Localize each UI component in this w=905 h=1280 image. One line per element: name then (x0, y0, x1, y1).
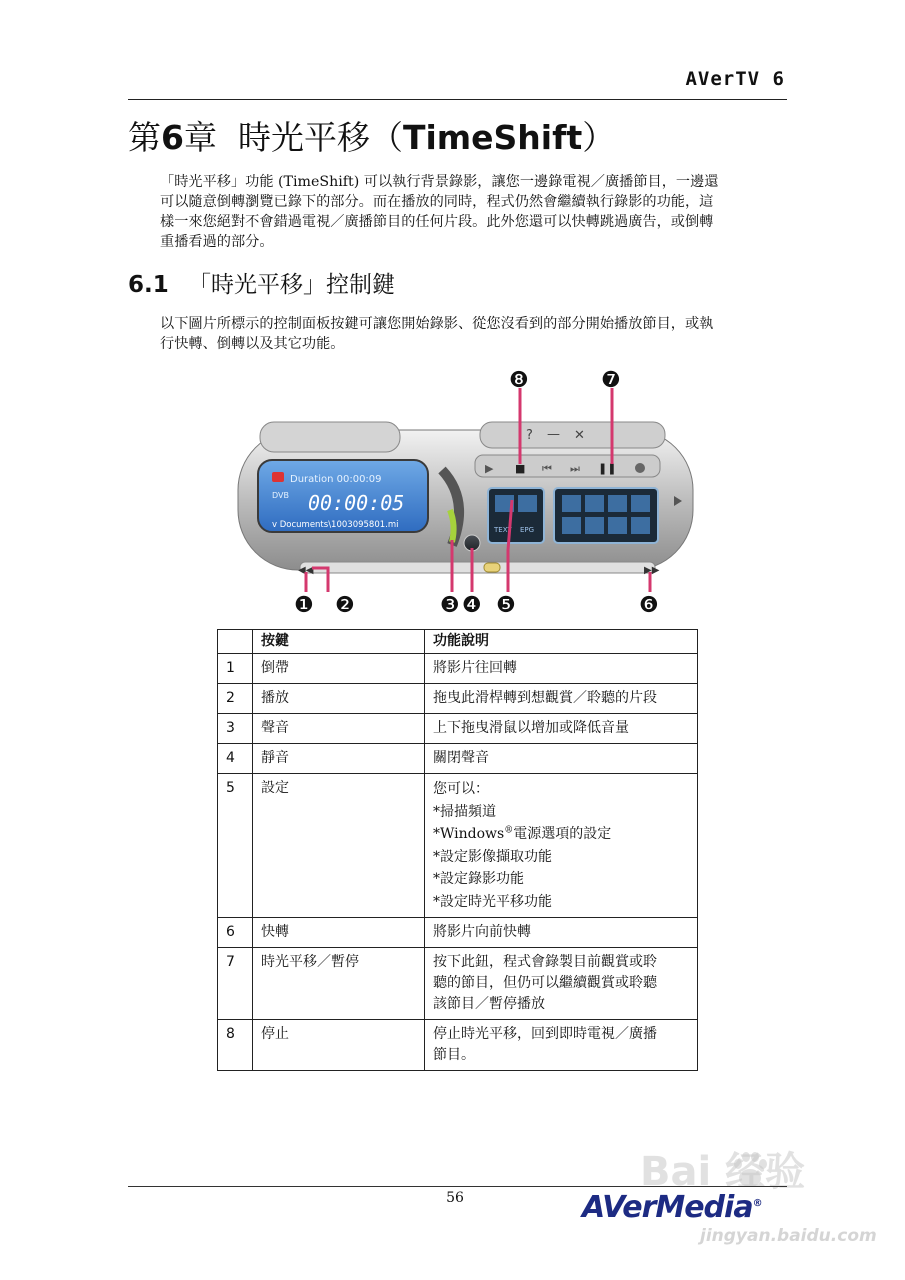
record-icon (272, 472, 284, 482)
function-button[interactable] (562, 495, 581, 512)
running-header: AVerTV 6 (685, 68, 785, 90)
section-line: 行快轉、倒轉以及其它功能。 (160, 336, 345, 352)
row-desc: 將影片往回轉 (425, 654, 698, 684)
callout-3: ❸ (440, 593, 460, 618)
desc-line: *設定時光平移功能 (433, 893, 552, 910)
intro-line: 「時光平移」功能 (TimeShift) 可以執行背景錄影，讓您一邊錄電視／廣播節目，一邊還 (160, 174, 719, 190)
table-header-row (218, 630, 698, 654)
timeline-thumb[interactable] (484, 563, 500, 572)
section-title (128, 266, 395, 299)
record-button[interactable] (635, 463, 645, 473)
row-desc: 將影片向前快轉 (425, 918, 698, 948)
snapshot-button[interactable] (518, 495, 537, 512)
row-key: 倒帶 (253, 654, 425, 684)
callout-6: ❻ (639, 593, 659, 618)
dvb-label: DVB (272, 491, 289, 500)
row-number: 1 (218, 654, 253, 684)
callout-2: ❷ (335, 593, 355, 618)
time-display: 00:00:05 (308, 491, 405, 515)
settings-panel (488, 488, 544, 543)
section-number: 6.1 (128, 272, 169, 298)
callout-7: ❼ (601, 368, 621, 393)
lcd-display (258, 460, 428, 532)
table-row (218, 654, 698, 684)
desc-line: 按下此鈕，程式會錄製目前觀賞或聆 (433, 954, 657, 970)
desc-line: 節目。 (433, 1047, 475, 1063)
intro-line: 樣一來您絕對不會錯過電視／廣播節目的任何片段。此外您還可以快轉跳過廣告，或倒轉 (160, 214, 714, 230)
intro-line: 可以隨意倒轉瀏覽已錄下的部分。而在播放的同時，程式仍然會繼續執行錄影的功能，這 (160, 194, 714, 210)
row-key: 時光平移／暫停 (253, 948, 425, 1020)
table-header-cell: 功能說明 (425, 630, 698, 654)
desc-line: 該節目／暫停播放 (433, 996, 545, 1012)
table-row (218, 774, 698, 918)
row-desc (425, 774, 698, 918)
epg-label: EPG (520, 526, 535, 534)
close-icon[interactable]: ✕ (574, 428, 585, 443)
header-rule (128, 99, 787, 100)
chapter-title (128, 112, 615, 159)
table-row (218, 684, 698, 714)
row-key: 快轉 (253, 918, 425, 948)
table-row (218, 1020, 698, 1071)
table-header-cell (218, 630, 253, 654)
pause-button[interactable]: ❚❚ (598, 462, 617, 475)
function-button[interactable] (562, 517, 581, 534)
duration-label: Duration 00:00:09 (290, 474, 382, 485)
desc-line: *掃描頻道 (433, 803, 496, 820)
chapter-suffix: 章 (183, 118, 217, 157)
chapter-name-en: TimeShift (402, 118, 583, 157)
section-line: 以下圖片所標示的控制面板按鍵可讓您開始錄影、從您沒看到的部分開始播放節目，或執 (160, 316, 714, 332)
power-options-text: 電源選項的設定 (513, 826, 612, 842)
row-number: 6 (218, 918, 253, 948)
desc-line: 聽的節目，但仍可以繼續觀賞或聆聽 (433, 975, 657, 991)
table-row (218, 714, 698, 744)
music-button[interactable] (608, 495, 627, 512)
row-number: 3 (218, 714, 253, 744)
button-function-table (217, 629, 698, 1071)
chapter-name: 時光平移（ (237, 118, 403, 157)
watermark-text: Bai 经验 (640, 1149, 806, 1195)
row-key: 播放 (253, 684, 425, 714)
folder-button[interactable] (631, 495, 650, 512)
row-desc (425, 948, 698, 1020)
desc-line: *設定影像擷取功能 (433, 848, 552, 865)
row-key: 設定 (253, 774, 425, 918)
transport-bar (475, 455, 660, 477)
function-grid (554, 488, 658, 543)
table-row (218, 918, 698, 948)
play-button[interactable]: ▶ (485, 462, 494, 475)
next-button[interactable]: ⏭ (570, 462, 580, 475)
row-desc: 關閉聲音 (425, 744, 698, 774)
row-number: 2 (218, 684, 253, 714)
brand-name: AVerMedia (582, 1190, 753, 1225)
row-number: 5 (218, 774, 253, 918)
brand-mark: ® (752, 1198, 762, 1209)
row-number: 8 (218, 1020, 253, 1071)
watermark-url: jingyan.baidu.com (700, 1226, 877, 1246)
previous-button[interactable]: ⏮ (542, 462, 552, 475)
minimize-icon[interactable]: — (547, 427, 560, 442)
row-key: 靜音 (253, 744, 425, 774)
function-button[interactable] (585, 495, 604, 512)
file-path: v Documents\1003095801.mi (272, 520, 399, 530)
function-button[interactable] (585, 517, 604, 534)
intro-line: 重播看過的部分。 (160, 234, 274, 250)
row-key: 聲音 (253, 714, 425, 744)
stop-button[interactable]: ■ (515, 462, 526, 475)
function-button[interactable] (608, 517, 627, 534)
page-number: 56 (446, 1190, 464, 1206)
row-number: 7 (218, 948, 253, 1020)
section-name: 「時光平移」控制鍵 (188, 272, 395, 298)
chapter-number: 6 (161, 118, 184, 157)
timeline-slider[interactable] (298, 562, 660, 576)
desc-line: 停止時光平移，回到即時電視／廣播 (433, 1026, 657, 1042)
section-paragraph (160, 314, 786, 354)
registered-mark: ® (504, 825, 514, 836)
windows-text: *Windows (433, 826, 505, 842)
desc-line (433, 823, 689, 846)
chapter-prefix: 第 (128, 118, 161, 157)
rewind-button[interactable]: ◀◀ (298, 565, 314, 576)
callout-5: ❺ (496, 593, 516, 618)
table-header-cell: 按鍵 (253, 630, 425, 654)
row-desc (425, 1020, 698, 1071)
row-key: 停止 (253, 1020, 425, 1071)
row-number: 4 (218, 744, 253, 774)
teletext-label: TEXT (494, 526, 512, 534)
table-row (218, 948, 698, 1020)
intro-paragraph (160, 172, 786, 252)
desc-line: *設定錄影功能 (433, 871, 524, 887)
chapter-name-close: ） (582, 118, 616, 157)
row-desc: 拖曳此滑桿轉到想觀賞／聆聽的片段 (425, 684, 698, 714)
callout-8: ❽ (509, 368, 529, 393)
avermedia-logo (582, 1190, 762, 1225)
help-icon[interactable]: ? (526, 428, 533, 443)
callout-4: ❹ (462, 593, 482, 618)
function-button[interactable] (631, 517, 650, 534)
desc-line: 您可以： (433, 781, 489, 797)
fast-forward-button[interactable]: ▶▶ (644, 565, 660, 576)
footer-rule (128, 1186, 787, 1187)
table-row (218, 744, 698, 774)
row-desc: 上下拖曳滑鼠以增加或降低音量 (425, 714, 698, 744)
timeshift-player-figure (220, 360, 700, 620)
callout-1: ❶ (294, 593, 314, 618)
